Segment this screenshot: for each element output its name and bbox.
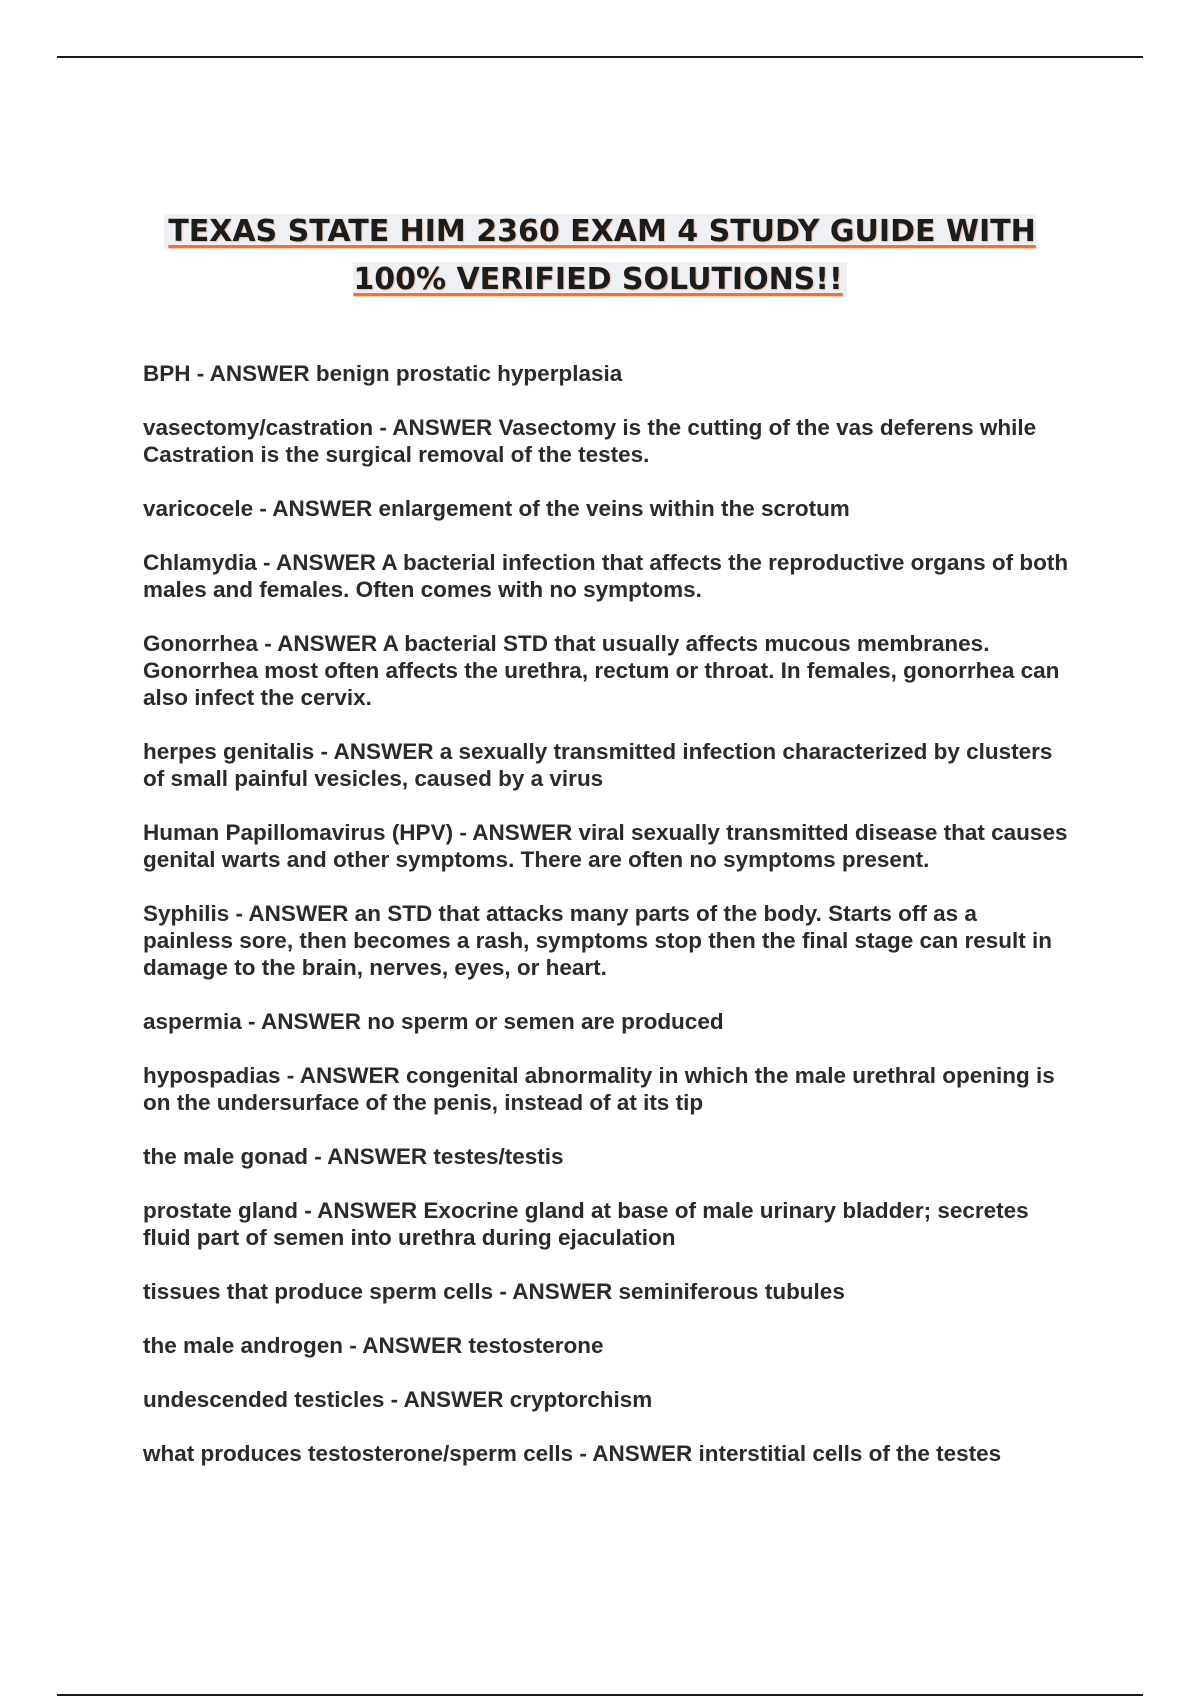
- qa-entry-syphilis: Syphilis - ANSWER an STD that attacks many parts of the body. Starts off as a painless sore, then becomes a rash, symptoms stop then the final stage can result in damage to the brain, nerves, eyes, or heart.: [143, 901, 1053, 980]
- document-title: [130, 208, 1070, 304]
- qa-entry-hypospadias: hypospadias - ANSWER congenital abnormality in which the male urethral opening is on the undersurface of the penis, instead of at its tip: [143, 1063, 1055, 1115]
- qa-entry-vasectomy: vasectomy/castration - ANSWER Vasectomy is the cutting of the vas deferens while Castration is the surgical removal of the testes.: [143, 415, 1037, 467]
- qa-entry-prostate: prostate gland - ANSWER Exocrine gland at base of male urinary bladder; secretes fluid part of semen into urethra during ejaculation: [143, 1198, 1029, 1250]
- header-rule: [57, 56, 1143, 58]
- qa-entry-androgen: the male androgen - ANSWER testosterone: [143, 1333, 604, 1358]
- qa-entry-varicocele: varicocele - ANSWER enlargement of the veins within the scrotum: [143, 496, 850, 521]
- qa-entry-hpv: Human Papillomavirus (HPV) - ANSWER viral sexually transmitted disease that causes genital warts and other symptoms. There are often no symptoms present.: [143, 820, 1068, 872]
- qa-entry-male-gonad: the male gonad - ANSWER testes/testis: [143, 1144, 564, 1169]
- qa-entry-gonorrhea: Gonorrhea - ANSWER A bacterial STD that usually affects mucous membranes. Gonorrhea most often affects the urethra, rectum or throat. In females, gonorrhea can also infect the cervix.: [143, 631, 1060, 710]
- document-title-text: TEXAS STATE HIM 2360 EXAM 4 STUDY GUIDE WITH 100% VERIFIED SOLUTIONS!!: [164, 214, 1035, 297]
- qa-entry-undescended: undescended testicles - ANSWER cryptorchism: [143, 1387, 653, 1412]
- qa-list: [143, 360, 1073, 1494]
- qa-entry-interstitial: what produces testosterone/sperm cells - ANSWER interstitial cells of the testes: [143, 1441, 1002, 1466]
- qa-entry-chlamydia: Chlamydia - ANSWER A bacterial infection that affects the reproductive organs of both males and females. Often comes with no symptoms.: [143, 550, 1069, 602]
- qa-entry-sperm-tissue: tissues that produce sperm cells - ANSWER seminiferous tubules: [143, 1279, 845, 1304]
- qa-entry-bph: BPH - ANSWER benign prostatic hyperplasia: [143, 361, 623, 386]
- qa-entry-herpes: herpes genitalis - ANSWER a sexually transmitted infection characterized by clusters of small painful vesicles, caused by a virus: [143, 739, 1053, 791]
- qa-entry-aspermia: aspermia - ANSWER no sperm or semen are produced: [143, 1009, 724, 1034]
- footer-rule: [57, 1694, 1143, 1696]
